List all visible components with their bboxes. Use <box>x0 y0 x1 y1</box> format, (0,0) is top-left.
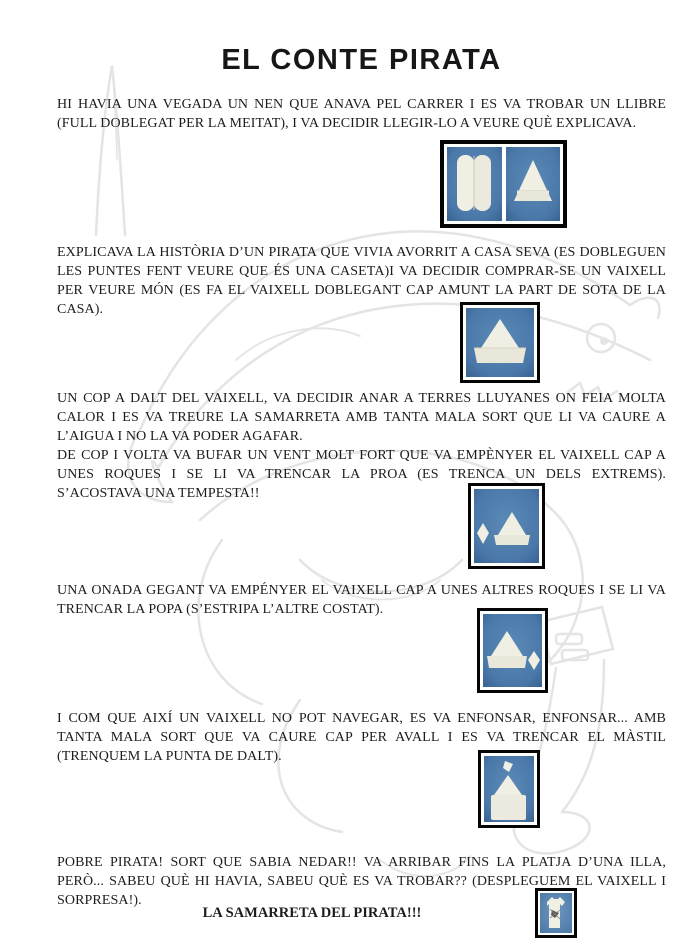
photo-unfolded-book-and-paper-hat <box>440 140 567 228</box>
story-paragraph-2 <box>57 243 666 319</box>
paragraph-text: DE COP I VOLTA VA BUFAR UN VENT MOLT FORT QUE VA EMPÈNYER EL VAIXELL CAP A UNES ROQUES I SE LI VA TRENCAR LA PROA (ES TRENCA UN DELS EXTREMS). S’ACOSTAVA UNA TEMPESTA!! <box>57 448 666 501</box>
paragraph-text: POBRE PIRATA! SORT QUE SABIA NEDAR!! VA ARRIBAR FINS LA PLATJA D’UNA ILLA, PERÒ... SABEU QUÈ HI HAVIA, SABEU QUÈ ES VA TROBAR?? (DESPLEGUEM EL VAIXELL I SORPRESA!). <box>57 855 666 908</box>
paragraph-text: UNA ONADA GEGANT VA EMPÉNYER EL VAIXELL CAP A UNES ALTRES ROQUES I SE LI VA TRENCAR LA POPA (S’ESTRIPA L’ALTRE COSTAT). <box>57 583 666 617</box>
story-paragraph-6 <box>57 853 666 910</box>
story-paragraph-3 <box>57 389 666 503</box>
photo-paper-boat-torn-stern <box>477 608 548 693</box>
paragraph-text: HI HAVIA UNA VEGADA UN NEN QUE ANAVA PEL CARRER I ES VA TROBAR UN LLIBRE (FULL DOBLEGAT PER LA MEITAT), I VA DECIDIR LLEGIR-LO A VEURE QUÈ EXPLICAVA. <box>57 97 666 131</box>
closing-line: LA SAMARRETA DEL PIRATA!!! <box>202 905 422 921</box>
page-title: EL CONTE PIRATA <box>221 44 502 76</box>
story-paragraph-5 <box>57 709 666 766</box>
paragraph-text: I COM QUE AIXÍ UN VAIXELL NO POT NAVEGAR, ES VA ENFONSAR, ENFONSAR... AMB TANTA MALA SORT QUE VA CAURE CAP PER AVALL I ES VA TRENCAR EL MÀSTIL (TRENQUEM LA PUNTA DE DALT). <box>57 711 666 764</box>
paragraph-text: UN COP A DALT DEL VAIXELL, VA DECIDIR ANAR A TERRES LLUYANES ON FEIA MOLTA CALOR I ES VA TREURE LA SAMARRETA AMB TANTA MALA SORT QUE LI VA CAURE A L’AIGUA I NO LA VA PODER AGAFAR. <box>57 391 666 444</box>
story-paragraph-1 <box>57 95 666 133</box>
paragraph-text: EXPLICAVA LA HISTÒRIA D’UN PIRATA QUE VIVIA AVORRIT A CASA SEVA (ES DOBLEGUEN LES PUNTES FENT VEURE QUE ÉS UNA CASETA)I VA DECIDIR COMPRAR-SE UN VAIXELL PER VEURE MÓN (ES FA EL VAIXELL DOBLEGANT CAP AMUNT LA PART DE SOTA DE LA CASA). <box>57 245 666 317</box>
story-paragraph-4 <box>57 581 666 619</box>
